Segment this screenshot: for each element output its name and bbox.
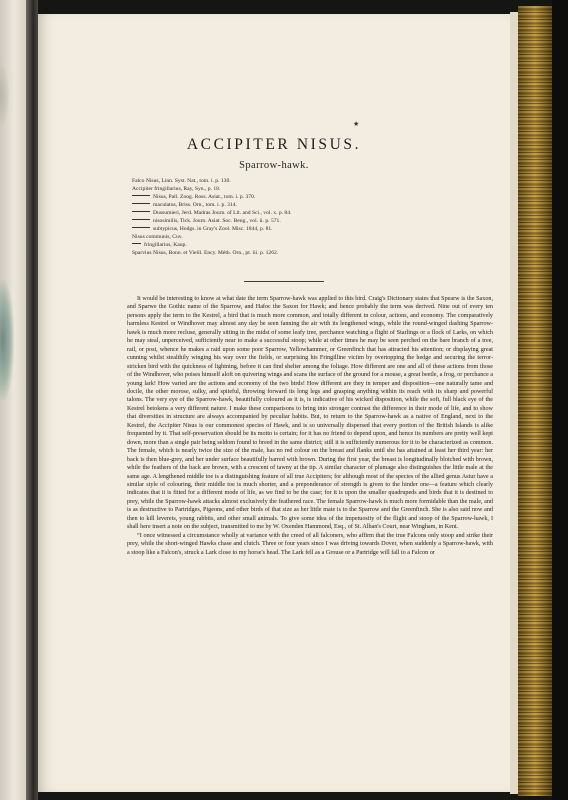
synonym-line: subtypicus, Hodgs. in Gray's Zool. Misc. 1844, p. 81. — [132, 225, 472, 233]
body-paragraph: It would be interesting to know at what date the term Sparrow-hawk was applied to this bird. Craig's Dictionary states that Spearw is the Saxon, and Sparwe the Gothic name of the Sparrow, and Hafoc the Saxon for Hawk; and hence probably the term was derived. Nine out of every ten persons apply the term to the Kestrel, a bird that is much more common, and totally different in colour, actions, and economy. The comparatively harmless Kestrel or Windhover may almost any day be seen fanning the air with its lengthened wings, while the round-winged dashing Sparrow-hawk is much more recluse, generally sitting in the midst of some leafy tree, perchance watching a flight of Starlings or a flock of Larks, on which he may steal, unperceived, sufficiently near to make a successful stoop; while at other times he may be seen perched on the bare branch of a tree, rail, or post, whence he makes a raid upon some poor Sparrow, Yellowhammer, or Greenfinch that has attracted his attention; or displaying great cunning whilst stealthily winging his way over the fields, or surprising his Fringilline victim by overtopping the hedge and securing the terror-stricken bird with the quickness of lightning, before it can find shelter among the foliage. How different are one and all of these actions from those of the Windhover, who poises himself aloft on quivering wings and scans the surface of the ground for a mouse, a great beetle, a frog, or perchance a young lark! How varied are the actions and economy of the two birds! How different are they in temper and disposition—one naturally tame and docile, the other morose, sulky, and spiteful, throwing forward its long legs and grasping anything within its reach with its sharp and powerful talons. The very eye of the Sparrow-hawk, beautifully coloured as it is, is indicative of his wicked disposition, while the soft, full black eye of the Kestrel betokens a very different nature. I make these comparisons to bring into stronger contrast the difference in their mode of life, and to show that diversities in structure are always accompanied by peculiar habits. But, to return to the Sparrow-hawk as a native of England, next to the Kestrel, the Accipiter Nisus is our commonest species of Hawk, and is so universally dispersed that every portion of the British Islands is alike frequented by it. That self-preservation should be its motto is certain; for it has no friend to depend upon, and hence its numbers are pretty well kept down, more than a single pair being seldom found to breed in the same district; still it is sufficiently numerous for it to be characterized as common. The female, which is nearly twice the size of the male, has no red colour on the breast and flanks until she has attained at least her third year: her back is then blue-grey, and her under surface beautifully barred with brown. During the first year, the breast is longitudinally blotched with brown, while the feathers of the back are brown, with a crescent of tawny at the tip. A similar character of plumage also distinguishes the little male at the same age. A lengthened middle toe is a distinguishing feature of all true Accipiters; for although most of the species of the allied genus Astur have a similar style of colouring, their middle toe is much shorter, and a preponderance of strength is given to the hinder one—a feature which clearly indicates that it is fitted for a different mode of life, as we find to be the case; for it is upon the smaller quadrupeds and birds that it is destined to prey, while the Sparrow-hawk attacks almost exclusively the feathered race. The female Sparrow-hawk is much more formidable than the male, and is as destructive to Partridges, Pigeons, and other birds of that size as her little mate is to the Sparrow and the Greenfinch. She is also said now and then to kill leverets, young rabbits, and other small animals. To give some idea of the impetuosity of the flight and stoop of the Sparrow-hawk, I shall here insert a note on the subject, transmitted to me by W. Oxenden Hammond, Esq., of St. Alban's Court, near Wingham, in Kent. — [127, 296, 493, 531]
ditto-dash — [132, 211, 150, 212]
synonymy-list — [132, 177, 472, 257]
page-subtitle: Sparrow-hawk. — [239, 160, 309, 171]
ditto-dash — [132, 195, 150, 196]
body-paragraph: “I once witnessed a circumstance wholly at variance with the creed of all falconers, who affirm that the true Falcons only stoop and strike their prey, while the short-winged Hawks chase and clutch. Three or four years since I was driving towards Dover, when suddenly a Sparrow-hawk, with a stoop like a Falcon's, struck a Lark close to my horse's head. The Lark fell as a Grouse or a Partridge will fall to a Falcon or — [127, 532, 493, 556]
synonym-line: Nisus, Pall. Zoog. Ross. Asiat., tom. i. p. 370. — [132, 193, 472, 201]
page-mark: ★ — [353, 120, 360, 128]
synonym-line: Accipiter fringillarius, Ray, Syn., p. 18. — [132, 186, 221, 193]
page-edges — [510, 12, 518, 794]
book-gutter — [26, 0, 38, 800]
ditto-dash — [132, 227, 150, 228]
synonym-line: maculatus, Briss. Orn., tom. i. p. 314. — [132, 201, 472, 209]
synonym-line: Nisus communis, Cuv. — [132, 234, 183, 241]
synonym-line: fringillarius, Kaup. — [132, 241, 472, 249]
book-page — [38, 14, 510, 792]
page-title: ACCIPITER NISUS. — [186, 136, 362, 153]
synonym-line: nisosimilis, Tick. Journ. Asiat. Soc. Beng., vol. ii. p. 571. — [132, 217, 472, 225]
ditto-dash — [132, 243, 141, 244]
section-divider — [244, 281, 324, 282]
background-shadow — [552, 0, 568, 800]
synonym-line: Sparvius Nisus, Bonn. et Vieill. Ency. Méth. Orn., pt. iii. p. 1262. — [132, 250, 279, 257]
previous-plate-illustration-fragment — [0, 280, 14, 400]
gilt-page-edge — [518, 6, 552, 796]
previous-plate-illustration-fragment-top — [0, 60, 10, 130]
body-text — [127, 295, 493, 557]
synonym-line: Dussumieri, Jerd. Madras Journ. of Lit. and Sci., vol. x. p. 84. — [132, 209, 472, 217]
previous-page-edge — [0, 0, 26, 800]
ditto-dash — [132, 203, 150, 204]
synonym-line: Falco Nisus, Linn. Syst. Nat., tom. i. p. 130. — [132, 178, 231, 184]
ditto-dash — [132, 219, 150, 220]
